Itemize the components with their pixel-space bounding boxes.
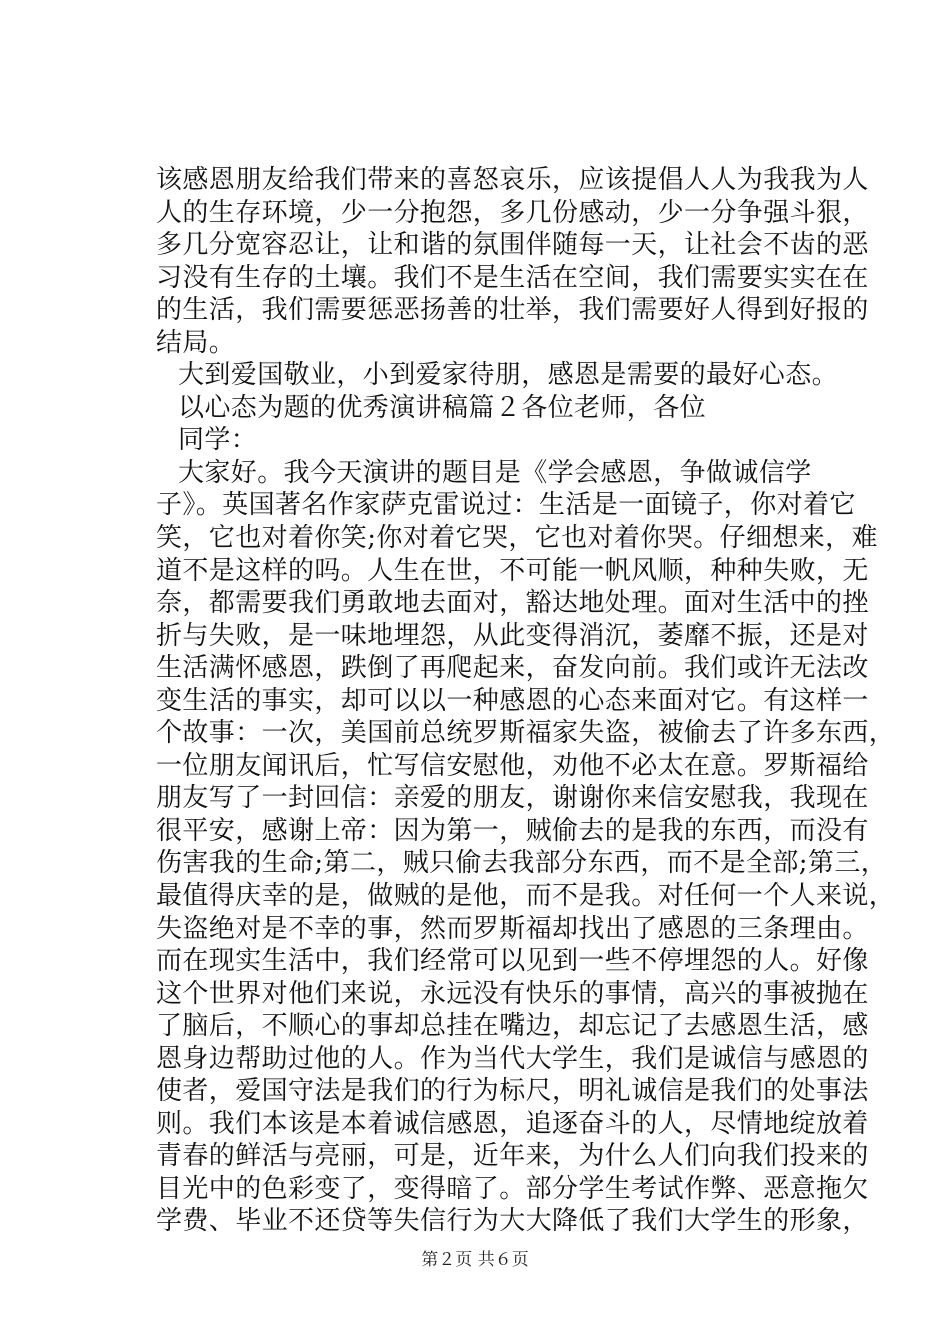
paragraph-line: 失盗绝对是不幸的事，然而罗斯福却找出了感恩的三条理由。	[156, 914, 869, 944]
paragraph-line: 使者，爱国守法是我们的行为标尺，明礼诚信是我们的处事法	[156, 1076, 869, 1106]
paragraph-line: 青春的鲜活与亮丽，可是，近年来，为什么人们向我们投来的	[156, 1141, 869, 1171]
paragraph-line: 多几分宽容忍让，让和谐的氛围伴随每一天，让社会不齿的恶	[156, 230, 869, 260]
paragraph-line: 了脑后，不顺心的事却总挂在嘴边，却忘记了去感恩生活，感	[156, 1011, 869, 1041]
paragraph-line: 目光中的色彩变了，变得暗了。部分学生考试作弊、恶意拖欠	[156, 1174, 869, 1204]
paragraph-line: 变生活的事实，却可以以一种感恩的心态来面对它。有这样一	[156, 686, 869, 716]
paragraph-line: 大到爱国敬业，小到爱家待朋，感恩是需要的最好心态。	[178, 360, 839, 390]
paragraph-line: 而在现实生活中，我们经常可以见到一些不停埋怨的人。好像	[156, 946, 869, 976]
paragraph-line: 结局。	[156, 328, 236, 358]
paragraph-line: 笑，它也对着你笑;你对着它哭，它也对着你哭。仔细想来，难	[156, 523, 878, 553]
paragraph-line: 道不是这样的吗。人生在世，不可能一帆风顺，种种失败，无	[156, 556, 869, 586]
paragraph-line: 习没有生存的土壤。我们不是生活在空间，我们需要实实在在	[156, 263, 869, 293]
paragraph-line: 该感恩朋友给我们带来的喜怒哀乐，应该提倡人人为我我为人	[156, 165, 869, 195]
paragraph-line: 很平安，感谢上帝：因为第一，贼偷去的是我的东西，而没有	[156, 816, 869, 846]
paragraph-line: 恩身边帮助过他的人。作为当代大学生，我们是诚信与感恩的	[156, 1044, 869, 1074]
paragraph-line: 这个世界对他们来说，永远没有快乐的事情，高兴的事被抛在	[156, 979, 869, 1009]
paragraph-line: 伤害我的生命;第二，贼只偷去我部分东西，而不是全部;第三，	[156, 848, 888, 878]
paragraph-line: 奈，都需要我们勇敢地去面对，豁达地处理。面对生活中的挫	[156, 588, 869, 618]
paragraph-line: 最值得庆幸的是，做贼的是他，而不是我。对任何一个人来说，	[156, 881, 896, 911]
paragraph-line: 同学：	[178, 425, 258, 455]
paragraph-line: 子》。英国著名作家萨克雷说过：生活是一面镜子，你对着它	[156, 490, 856, 520]
paragraph-line: 生活满怀感恩，跌倒了再爬起来，奋发向前。我们或许无法改	[156, 653, 869, 683]
paragraph-line: 朋友写了一封回信：亲爱的朋友，谢谢你来信安慰我，我现在	[156, 783, 869, 813]
page-footer: 第２页 共６页	[421, 1250, 529, 1270]
heading-line: 以心态为题的优秀演讲稿篇２各位老师，各位	[178, 393, 707, 423]
paragraph-line: 一位朋友闻讯后，忙写信安慰他，劝他不必太在意。罗斯福给	[156, 751, 869, 781]
paragraph-line: 折与失败，是一味地埋怨，从此变得消沉，萎靡不振，还是对	[156, 621, 869, 651]
paragraph-line: 则。我们本该是本着诚信感恩，追逐奋斗的人，尽情地绽放着	[156, 1109, 869, 1139]
paragraph-line: 学费、毕业不还贷等失信行为大大降低了我们大学生的形象，	[156, 1206, 869, 1236]
paragraph-line: 的生活，我们需要惩恶扬善的壮举，我们需要好人得到好报的	[156, 295, 869, 325]
paragraph-line: 人的生存环境，少一分抱怨，多几份感动，少一分争强斗狠，	[156, 198, 869, 228]
paragraph-line: 个故事：一次，美国前总统罗斯福家失盗，被偷去了许多东西，	[156, 718, 896, 748]
paragraph-line: 大家好。我今天演讲的题目是《学会感恩，争做诚信学	[178, 458, 812, 488]
